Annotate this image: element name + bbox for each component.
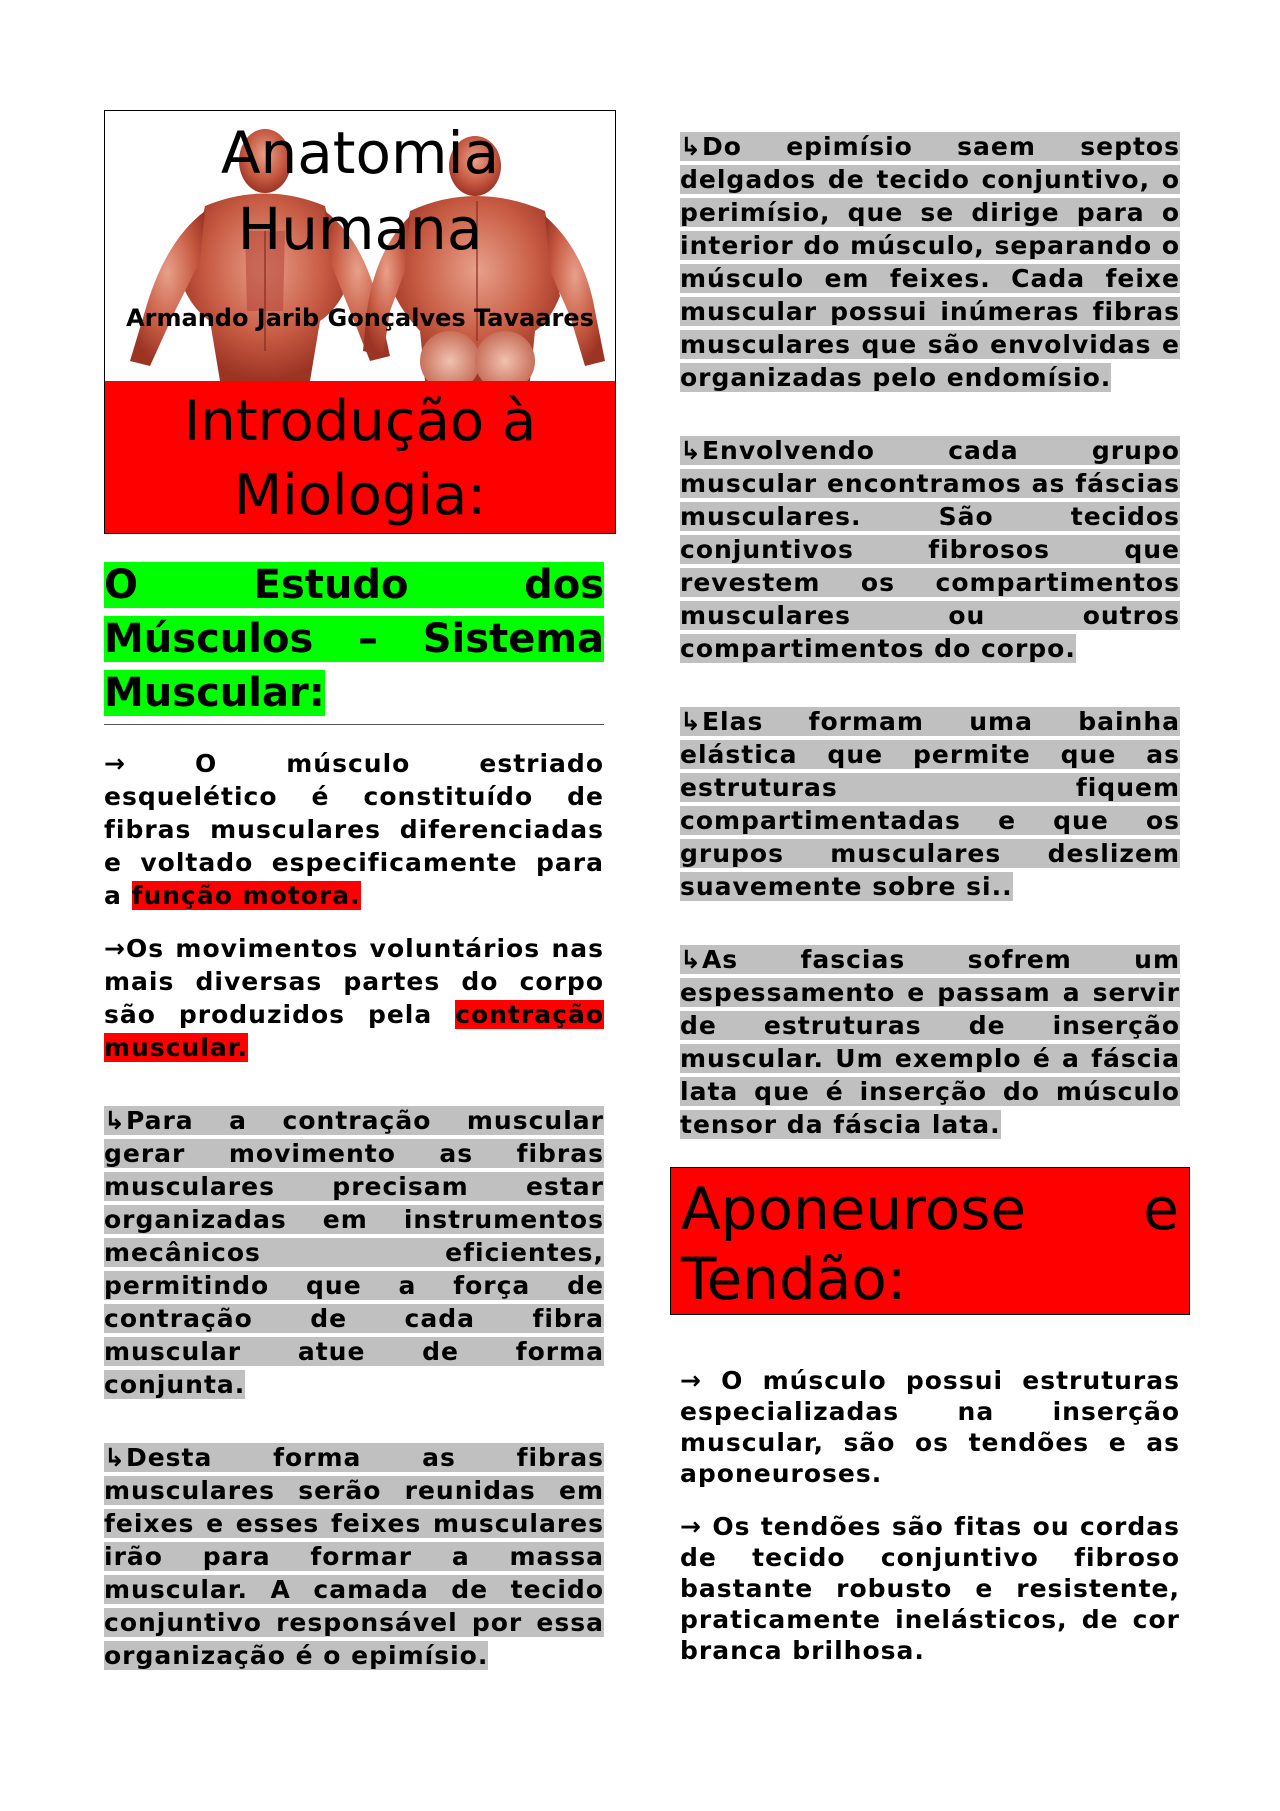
right-column xyxy=(680,130,1180,1666)
cover-author: Armando Jarib Gonçalves Tavaares xyxy=(126,304,594,332)
paragraph-3-text: ↳Para a contração muscular gerar movimento as fibras musculares precisam estar organizadas em instrumentos mecânicos eficientes, permitindo que a força de contração de cada fibra muscular atue de forma conjunta. xyxy=(104,1106,604,1399)
paragraph-5-text: ↳Do epimísio saem septos delgados de tecido conjuntivo, o perimísio, que se dirige para o interior do músculo, separando o músculo em feixes. Cada feixe muscular possui inúmeras fibras musculares que são envolvidas e organizadas pelo endomísio. xyxy=(680,132,1180,392)
paragraph-10-text: → Os tendões são fitas ou cordas de tecido conjuntivo fibroso bastante robusto e resistente, praticamente inelásticos, de cor branca brilhosa. xyxy=(680,1512,1180,1665)
paragraph-2-highlight: contração muscular. xyxy=(104,1000,604,1062)
paragraph-9 xyxy=(680,1365,1180,1489)
paragraph-4 xyxy=(104,1441,604,1672)
paragraph-2 xyxy=(104,932,604,1064)
cover-title: Anatomia Humana xyxy=(220,119,500,263)
cover-box xyxy=(104,110,616,534)
paragraph-6-text: ↳Envolvendo cada grupo muscular encontramos as fáscias musculares. São tecidos conjuntivos fibrosos que revestem os compartimentos musculares ou outros compartimentos do corpo. xyxy=(680,436,1180,663)
left-column xyxy=(104,110,616,1672)
paragraph-8-text: ↳As fascias sofrem um espessamento e passam a servir de estruturas de inserção muscular. Um exemplo é a fáscia lata que é inserção do músculo tensor da fáscia lata. xyxy=(680,945,1180,1139)
paragraph-7 xyxy=(680,705,1180,903)
section-heading-2: Aponeurose e Tendão: xyxy=(670,1167,1190,1315)
section-heading xyxy=(104,558,604,720)
paragraph-9-text: → O músculo possui estruturas especializadas na inserção muscular, são os tendões e as aponeuroses. xyxy=(680,1366,1180,1488)
paragraph-1-text: → O músculo estriado esquelético é constituído de fibras musculares diferenciadas e voltado especificamente para a xyxy=(104,749,604,910)
paragraph-8 xyxy=(680,943,1180,1141)
paragraph-10 xyxy=(680,1511,1180,1666)
section-heading-text: O Estudo dos Músculos – Sistema Muscular: xyxy=(104,562,604,716)
divider xyxy=(104,724,604,725)
paragraph-5 xyxy=(680,130,1180,394)
paragraph-2-text: →Os movimentos voluntários nas mais diversas partes do corpo são produzidos pela xyxy=(104,934,604,1029)
paragraph-1 xyxy=(104,747,604,912)
paragraph-6 xyxy=(680,434,1180,665)
paragraph-1-highlight: função motora. xyxy=(131,881,361,910)
paragraph-3 xyxy=(104,1104,604,1401)
cover-banner-title: Introdução à Miologia: xyxy=(105,381,615,534)
paragraph-4-text: ↳Desta forma as fibras musculares serão reunidas em feixes e esses feixes musculares irão para formar a massa muscular. A camada de tecido conjuntivo responsável por essa organização é o epimísio. xyxy=(104,1443,604,1670)
paragraph-7-text: ↳Elas formam uma bainha elástica que permite que as estruturas fiquem compartimentadas e que os grupos musculares deslizem suavemente sobre si.. xyxy=(680,707,1180,901)
